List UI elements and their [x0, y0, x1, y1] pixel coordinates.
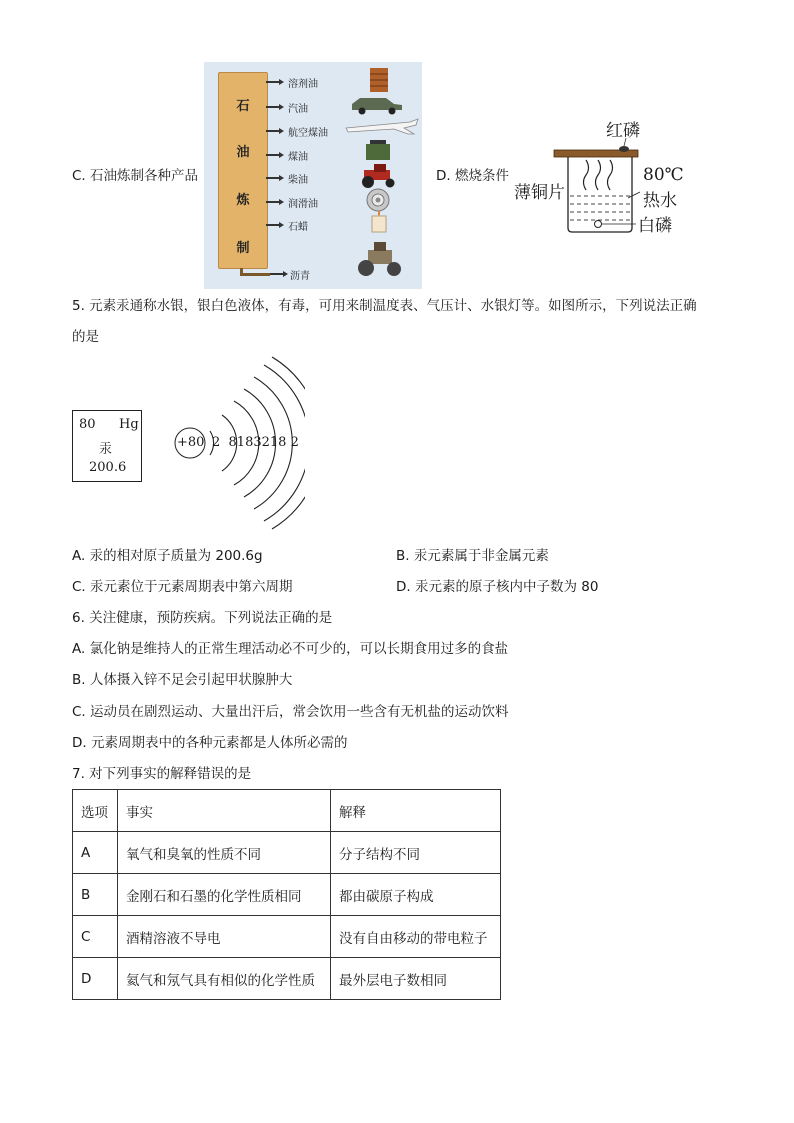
row-option: D — [73, 958, 118, 1000]
white-phosphorus-dot — [595, 221, 602, 228]
residue-pipe — [240, 273, 270, 276]
q6-option-c: C. 运动员在剧烈运动、大量出汗后，常会饮用一些含有无机盐的运动饮料 — [72, 704, 509, 720]
table-row — [73, 958, 501, 1000]
arrow-head — [279, 128, 284, 134]
arrow-head — [279, 79, 284, 85]
steam-lines — [584, 160, 613, 190]
nucleus-charge: +80 — [177, 435, 205, 450]
header-fact: 事实 — [118, 790, 331, 832]
tower-char: 石 — [236, 99, 250, 114]
q6-option-a: A. 氯化钠是维持人的正常生理活动必不可少的，可以长期食用过多的食盐 — [72, 641, 509, 657]
row-explanation: 分子结构不同 — [331, 832, 501, 874]
tower-char: 油 — [236, 145, 250, 160]
tower-char: 制 — [236, 241, 250, 256]
table-row — [73, 832, 501, 874]
atomic-mass: 200.6 — [89, 460, 127, 475]
arrow — [270, 273, 283, 275]
element-name: 汞 — [99, 442, 113, 457]
product-label: 航空煤油 — [288, 128, 328, 139]
row-fact: 金刚石和石墨的化学性质相同 — [118, 874, 331, 916]
water-lines — [570, 196, 630, 220]
arrow — [266, 224, 279, 226]
row-option: A — [73, 832, 118, 874]
arrow — [266, 177, 279, 179]
red-phosphorus-label: 红磷 — [606, 121, 640, 141]
row-option: C — [73, 916, 118, 958]
header-option: 选项 — [73, 790, 118, 832]
white-phosphorus-label: 白磷 — [638, 216, 672, 236]
arrow-head — [279, 152, 284, 158]
q5-option-a: A. 汞的相对原子质量为 200.6g — [72, 548, 263, 564]
q5-option-c: C. 汞元素位于元素周期表中第六周期 — [72, 579, 293, 595]
product-label: 煤油 — [288, 152, 308, 163]
row-option: B — [73, 874, 118, 916]
q5-stem-line1: 5. 元素汞通称水银，银白色液体，有毒，可用来制温度表、气压计、水银灯等。如图所示，下列说法正确 — [72, 298, 697, 314]
element-symbol: Hg — [119, 417, 139, 432]
product-label: 沥青 — [290, 271, 310, 282]
arrow — [266, 130, 279, 132]
arrow-head — [279, 222, 284, 228]
facts-table — [72, 789, 501, 1000]
table-header-row — [73, 790, 501, 832]
product-label: 柴油 — [288, 175, 308, 186]
hot-water-label: 热水 — [643, 191, 677, 211]
arrow — [266, 106, 279, 108]
atomic-number: 80 — [79, 417, 96, 432]
temperature-label: 80℃ — [643, 165, 684, 185]
q5-stem-line2: 的是 — [72, 329, 99, 345]
arrow-head — [279, 175, 284, 181]
header-explanation: 解释 — [331, 790, 501, 832]
solvent-barrel-picture — [370, 68, 388, 92]
product-label: 汽油 — [288, 104, 308, 115]
product-pictures — [344, 64, 420, 284]
arrow — [266, 201, 279, 203]
q5-option-d: D. 汞元素的原子核内中子数为 80 — [396, 579, 599, 595]
row-fact: 酒精溶液不导电 — [118, 916, 331, 958]
element-card — [72, 410, 142, 482]
product-label: 石蜡 — [288, 222, 308, 233]
table-row — [73, 874, 501, 916]
arrow-head — [279, 199, 284, 205]
candle-picture — [372, 210, 386, 232]
q6-option-b: B. 人体摄入锌不足会引起甲状腺肿大 — [72, 672, 293, 688]
row-fact: 氦气和氖气具有相似的化学性质 — [118, 958, 331, 1000]
airplane-picture — [346, 119, 418, 134]
arrow — [266, 81, 279, 83]
product-label: 润滑油 — [288, 199, 318, 210]
red-phosphorus-dot — [619, 146, 629, 152]
row-explanation: 最外层电子数相同 — [331, 958, 501, 1000]
bearing-picture — [367, 189, 389, 211]
oil-refining-figure — [204, 62, 422, 289]
option-c-label: C. 石油炼制各种产品 — [72, 168, 199, 184]
product-label: 溶剂油 — [288, 79, 318, 90]
tractor-picture — [362, 164, 395, 188]
electron-counts: 2 8183218 2 — [212, 435, 299, 450]
row-fact: 氧气和臭氧的性质不同 — [118, 832, 331, 874]
q5-option-b: B. 汞元素属于非金属元素 — [396, 548, 549, 564]
arrow-head — [283, 271, 288, 277]
option-d-label: D. 燃烧条件 — [436, 168, 509, 184]
q6-stem: 6. 关注健康，预防疾病。下列说法正确的是 — [72, 610, 333, 626]
row-explanation: 没有自由移动的带电粒子 — [331, 916, 501, 958]
copper-sheet-label: 薄铜片 — [514, 183, 565, 203]
table-row — [73, 916, 501, 958]
refining-tower — [218, 72, 268, 269]
q7-stem: 7. 对下列事实的解释错误的是 — [72, 766, 252, 782]
arrow — [266, 154, 279, 156]
q6-option-d: D. 元素周期表中的各种元素都是人体所必需的 — [72, 735, 348, 751]
row-explanation: 都由碳原子构成 — [331, 874, 501, 916]
arrow-head — [279, 104, 284, 110]
tower-char: 炼 — [236, 193, 250, 208]
road-roller-picture — [358, 242, 401, 276]
car-picture — [352, 98, 402, 115]
kerosene-stove-picture — [366, 140, 390, 160]
